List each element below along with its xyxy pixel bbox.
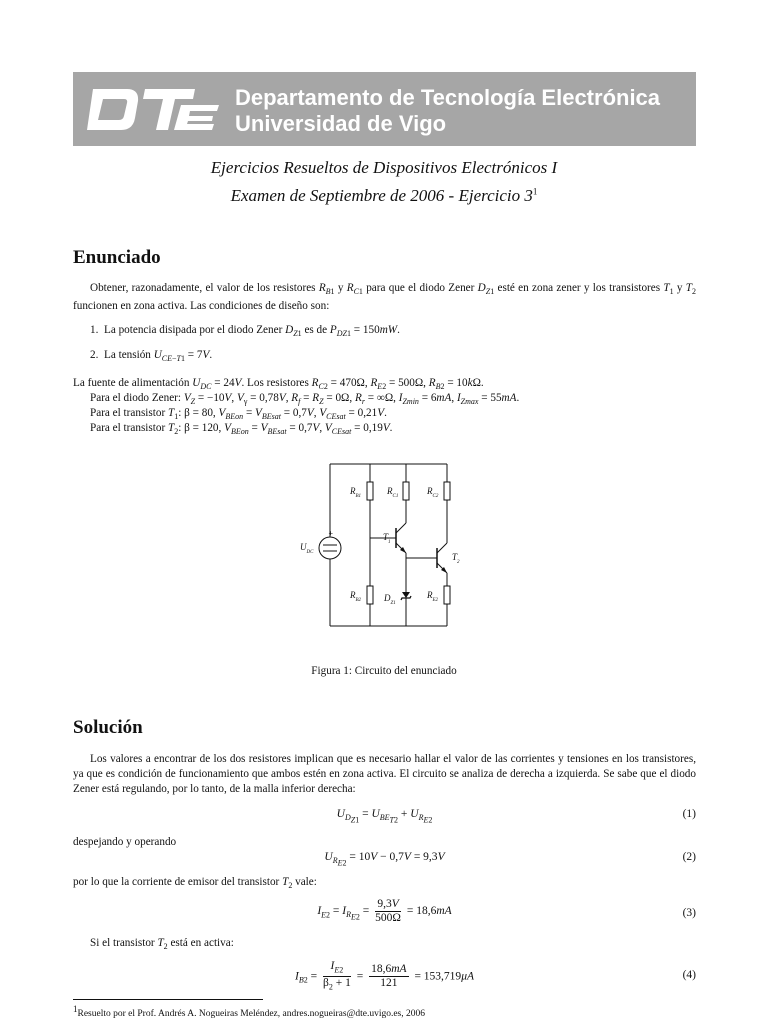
equation-2: $U_{R_{E2}} = 10V - 0,7V = 9,3V$ (2) [324, 851, 696, 868]
svg-text:UDC [300, 542, 314, 555]
exam-title-text: Examen de Septiembre de 2006 - Ejercicio 3 [230, 186, 533, 205]
condition-2: 2. La tensión $U_{CE-T1} = 7V$. [90, 349, 213, 364]
text-t2-activa: Si el transistor $T_2$ está en activa: [90, 937, 234, 952]
label-dz1-sub: Z1 [390, 601, 396, 606]
university-name: Universidad de Vigo [235, 111, 447, 136]
label-rb2: R [350, 590, 356, 600]
footnote-ref: 1 [532, 186, 538, 197]
svg-text:DZ1 [383, 593, 396, 606]
course-title: Ejercicios Resueltos de Dispositivos Electrónicos I [210, 158, 558, 177]
section-heading-solucion: Solución [73, 717, 143, 738]
label-rb1: R [350, 486, 356, 496]
resistor-rb1 [367, 482, 373, 500]
svg-text:RE2 [426, 590, 439, 603]
svg-text:T2 [452, 552, 460, 565]
footnote-text: Resuelto por el Prof. Andrés A. Nogueiras Meléndez, andres.nogueiras@dte.uvigo.es, 2006 [77, 1009, 426, 1020]
label-rb1-sub: B1 [355, 494, 362, 499]
svg-text:RB2 [349, 590, 362, 603]
dte-logo [83, 80, 223, 143]
svg-text:RC1 [386, 486, 398, 499]
label-re2: R [427, 590, 433, 600]
label-re2-sub: E2 [432, 598, 439, 603]
equation-1: $U_{D_{Z1}} = U_{BE_{T2}} + U_{R_{E2}}$ (1) [336, 808, 696, 825]
equation-1-number: (1) [682, 808, 696, 820]
voltage-source [319, 537, 341, 559]
resistor-re2 [444, 586, 450, 604]
circuit-diagram [290, 460, 470, 632]
equation-3-number: (3) [682, 907, 696, 919]
label-udc: U [300, 542, 307, 552]
section-heading-enunciado: Enunciado [73, 247, 161, 268]
label-rc1-sub: C1 [392, 494, 399, 499]
text-corriente-emisor: por lo que la corriente de emisor del transistor $T_2$ vale: [73, 876, 317, 891]
header-banner [73, 72, 696, 146]
label-udc-sub: DC [306, 550, 314, 555]
data-line-source: La fuente de alimentación $U_{DC} = 24V$. Los resistores $R_{C2} = 470\Omega$, $R_{E2} = 500\Omega$, $R_{B2} = 10k\Omega$. [73, 377, 484, 392]
data-line-t1: Para el transistor $T_1$: β = 80, $V_{BEon} = V_{BEsat} = 0,7V$, $V_{CEsat} = 0,21V$. [90, 407, 387, 422]
condition-1: 1. La potencia disipada por el diodo Zener $D_{Z1}$ es de $P_{DZ1} = 150mW$. [90, 324, 400, 339]
svg-text:RB1 [349, 486, 361, 499]
equation-2-number: (2) [682, 851, 696, 863]
equation-4: $I_{B2}$ = $\frac{I_{E2}}{\beta_2 + 1}$ = $\frac{18,6mA}{121}$ = 153,719μA (4) [295, 960, 696, 992]
label-rc1: R [387, 486, 393, 496]
label-dz1: D [384, 593, 391, 603]
department-title [235, 85, 660, 137]
resistor-rc1 [403, 482, 409, 500]
label-rb2-sub: B2 [355, 598, 362, 603]
label-rc2: R [427, 486, 433, 496]
label-t1: T [383, 532, 389, 542]
svg-text:RC2 [426, 486, 439, 499]
text-despejando: despejando y operando [73, 836, 177, 848]
zener-diode [402, 592, 410, 598]
resistor-rc2 [444, 482, 450, 500]
equation-3: $I_{E2} = I_{R_{E2}}$ = $\frac{9,3V}{500\Omega}$ = 18,6mA (3) [317, 898, 696, 924]
equation-4-number: (4) [682, 969, 696, 981]
label-t1-sub: 1 [388, 540, 391, 545]
label-rc2-sub: C2 [432, 494, 439, 499]
data-line-zener: Para el diodo Zener: $V_Z = -10V$, $V_\gamma = 0,78V$, $R_f = R_Z = 0\Omega$, $R_r = \infty\Omega$, $I_{Zmin} = 6mA$, $I_{Zmax} = 55mA$. [90, 392, 520, 407]
footnote-rule [73, 999, 263, 1000]
label-t2-sub: 2 [457, 560, 460, 565]
footnote [73, 1004, 425, 1019]
exam-title [0, 186, 768, 206]
figure-caption: Figura 1: Circuito del enunciado [311, 665, 457, 677]
enunciado-intro: Obtener, razonadamente, el valor de los resistores $R_{B1}$ y $R_{C1}$ para que el diodo Zener $D_{Z1}$ esté en zona zener y los transistores $T_1$ y $T_2$ funcionen en zona activa. Las condiciones de diseño son: [73, 282, 697, 313]
label-t2: T [452, 552, 458, 562]
footnote-mark: 1 [73, 1004, 78, 1014]
solucion-intro: Los valores a encontrar de los dos resistores implican que es necesario hallar el valor de las corrientes y tensiones en los transistores, ya que es condición de funcionamiento que ambos estén en zona activa. El circuito se analiza de derecha a izquierda. Se sabe que el diodo Zener está regulando, por lo tanto, de la malla inferior derecha: [73, 753, 696, 795]
data-line-t2: Para el transistor $T_2$: β = 120, $V_{BEon} = V_{BEsat} = 0,7V$, $V_{CEsat} = 0,19V$. [90, 422, 393, 437]
svg-text:+: + [328, 529, 334, 538]
resistor-rb2 [367, 586, 373, 604]
department-name: Departamento de Tecnología Electrónica [235, 85, 661, 110]
